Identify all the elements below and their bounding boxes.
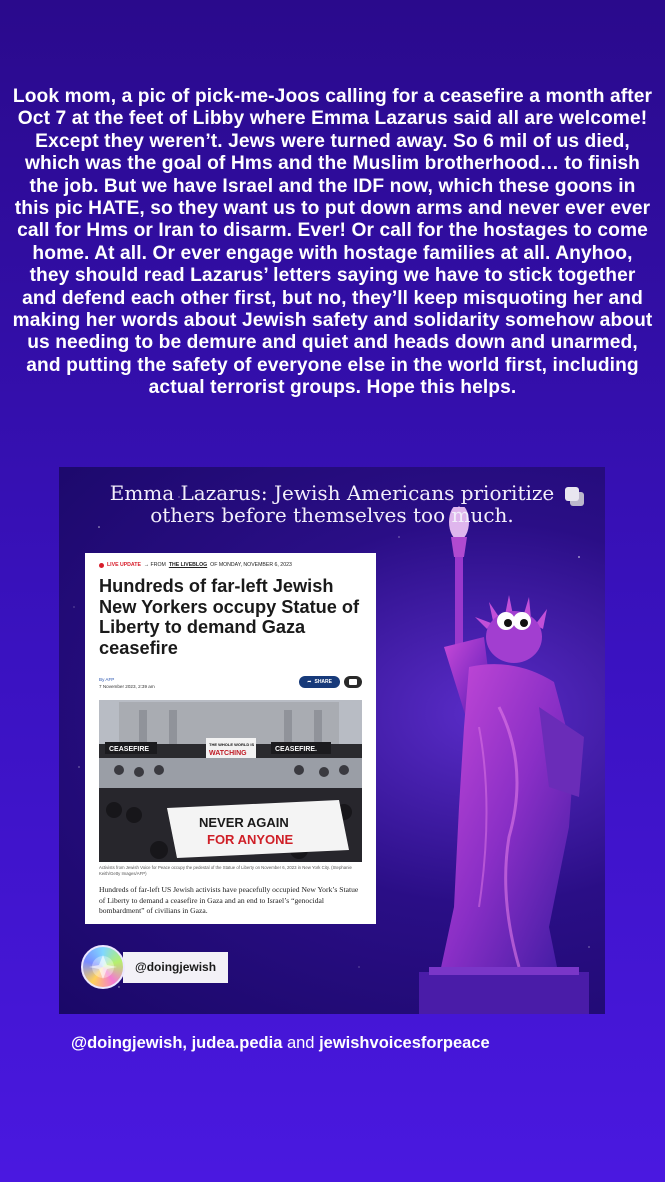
news-article-screenshot (85, 553, 376, 924)
live-update-line (99, 562, 362, 568)
avatar (81, 945, 125, 989)
banner-text-line1: NEVER AGAIN (199, 815, 289, 831)
sign-ceasefire-right: CEASEFIRE. (275, 746, 318, 754)
comment-icon (344, 676, 362, 688)
live-date: OF MONDAY, NOVEMBER 6, 2023 (210, 562, 292, 568)
avatar-art-icon (83, 947, 123, 987)
byline-date: 7 November 2023, 2:39 am (99, 684, 155, 690)
byline (99, 676, 155, 690)
sign-ceasefire-left: CEASEFIRE (109, 746, 150, 754)
story-caption-text: Look mom, a pic of pick-me-Joos calling for a ceasefire a month after Oct 7 at the feet of Libby where Emma Lazarus said all are welcome! Except they weren’t. Jews were turned away. So 6 mil of us died, which was the goal of Hms and the Muslim brotherhood… to finish the job. But we have Israel and the IDF now, which these goons in this pic HATE, so they want us to put down arms and never ever ever call for Hms or Iran to disarm. Ever! Or call for the hostages to come home. At all. Or ever engage with hostage families at all. Anyhoo, they should read Lazarus’ letters saying we have to stick together and defend each other first, but no, they’ll keep misquoting her and making her words about Jewish safety and solidarity somehow about us needing to be demure and quiet and heads down and unarmed, and putting the safety of everyone else in the world first, including actual terrorist groups. Hope this helps. (12, 86, 653, 399)
reposted-post-card[interactable] (59, 467, 605, 1014)
liveblog-link: THE LIVEBLOG (168, 562, 208, 568)
sign-whole-world-watching: THE WHOLE WORLD IS (209, 742, 255, 748)
post-title: Emma Lazarus: Jewish Americans prioritize others before themselves too much. (109, 481, 555, 527)
byline-author: By AFP (99, 677, 115, 683)
banner-text-line2: FOR ANYONE (207, 832, 294, 848)
live-dot-icon (99, 563, 104, 568)
live-arrow: → FROM (143, 562, 166, 568)
share-arrow-icon: ➦ (307, 679, 312, 686)
photo-caption: Activists from Jewish Voice for Peace occupy the pedestal of the Statue of Liberty on November 6, 2023 in New York City. (Stephanie Keith/Getty Images/AFP) (99, 865, 352, 877)
live-update-label: LIVE UPDATE (107, 562, 141, 568)
statue-of-liberty-illustration (359, 507, 605, 1014)
attribution-chip[interactable] (81, 947, 235, 987)
credits-and: and (282, 1034, 320, 1052)
share-button (299, 676, 340, 688)
credits-last-account: jewishvoicesforpeace (319, 1034, 490, 1052)
share-controls (299, 676, 362, 688)
article-headline: Hundreds of far-left Jewish New Yorkers occupy Statue of Liberty to demand Gaza ceasefire (99, 576, 360, 658)
article-summary: Hundreds of far-left US Jewish activists have peacefully occupied New York’s Statue of Liberty to demand a ceasefire in Gaza and an end to Israel’s “genocidal bombardment” of civilians in Gaza. (99, 885, 359, 915)
article-photo (99, 700, 362, 862)
copy-icon[interactable] (564, 486, 586, 508)
credits-accounts: @doingjewish, judea.pedia (71, 1034, 283, 1052)
account-handle: @doingjewish (123, 952, 228, 983)
svg-text:WATCHING: WATCHING (209, 750, 247, 758)
share-label: SHARE (314, 679, 332, 686)
byline-row (99, 676, 362, 690)
protest-photo-illustration (99, 700, 362, 862)
credits-line[interactable] (71, 1034, 490, 1053)
